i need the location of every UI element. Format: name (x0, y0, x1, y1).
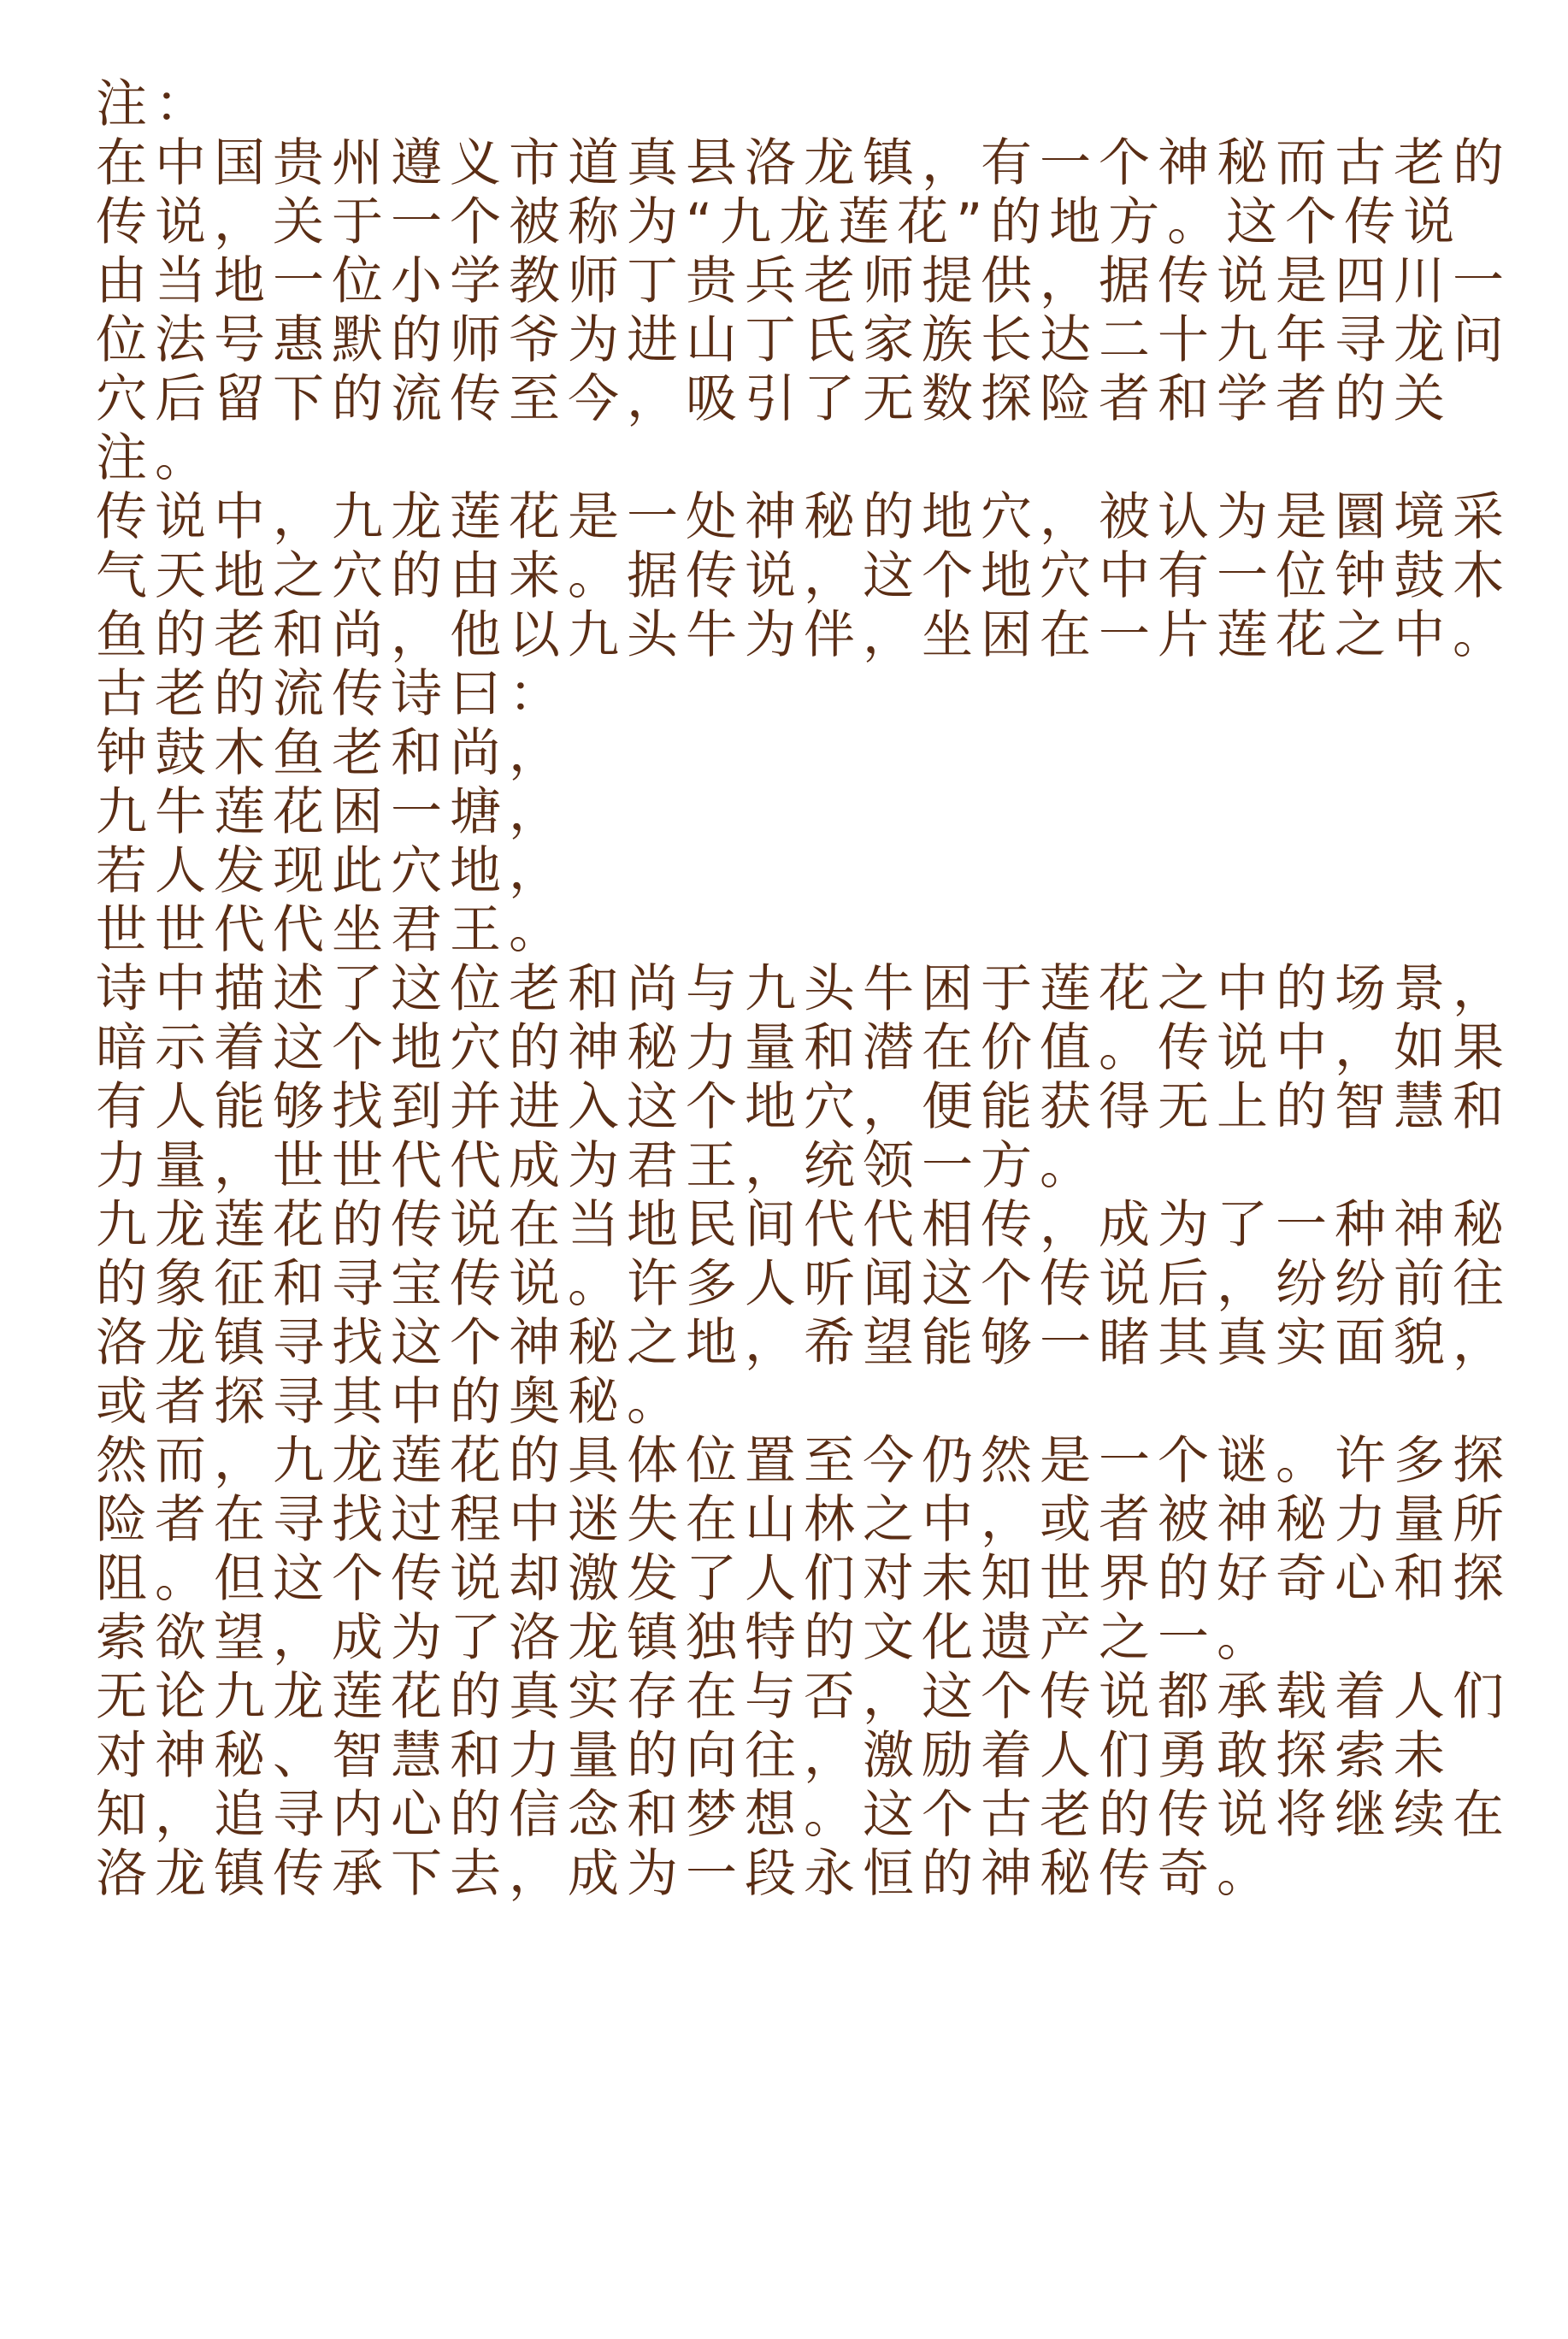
text-line: 位法号惠默的师爷为进山丁氏家族长达二十九年寻龙问 (96, 310, 1512, 370)
document-body (96, 74, 1512, 1904)
text-line: 暗示着这个地穴的神秘力量和潜在价值。传说中，如果 (96, 1018, 1512, 1078)
text-line: 险者在寻找过程中迷失在山林之中，或者被神秘力量所 (96, 1490, 1512, 1550)
text-line: 洛龙镇传承下去，成为一段永恒的神秘传奇。 (96, 1844, 1276, 1904)
text-line: 索欲望，成为了洛龙镇独特的文化遗产之一。 (96, 1608, 1276, 1668)
text-line: 知，追寻内心的信念和梦想。这个古老的传说将继续在 (96, 1785, 1512, 1845)
text-line: 穴后留下的流传至今，吸引了无数探险者和学者的关 (96, 369, 1453, 429)
poem-line: 九牛莲花困一塘， (96, 782, 568, 842)
text-line: 无论九龙莲花的真实存在与否，这个传说都承载着人们 (96, 1667, 1512, 1727)
poem-line: 钟鼓木鱼老和尚， (96, 723, 568, 783)
text-line: 古老的流传诗曰： (96, 664, 568, 724)
text-line: 传说中，九龙莲花是一处神秘的地穴，被认为是圜境采 (96, 487, 1512, 547)
text-line: 有人能够找到并进入这个地穴，便能获得无上的智慧和 (96, 1077, 1512, 1137)
text-line: 的象征和寻宝传说。许多人听闻这个传说后，纷纷前往 (96, 1254, 1512, 1314)
poem-line: 世世代代坐君王。 (96, 900, 568, 960)
text-line: 在中国贵州遵义市道真县洛龙镇，有一个神秘而古老的 (96, 133, 1512, 193)
text-line: 或者探寻其中的奥秘。 (96, 1372, 686, 1432)
text-line: 气天地之穴的由来。据传说，这个地穴中有一位钟鼓木 (96, 546, 1512, 606)
text-line: 由当地一位小学教师丁贵兵老师提供，据传说是四川一 (96, 251, 1512, 311)
text-line: 注。 (96, 428, 214, 488)
text-line: 阻。但这个传说却激发了人们对未知世界的好奇心和探 (96, 1549, 1512, 1609)
text-line: 传说，关于一个被称为“九龙莲花”的地方。这个传说 (96, 192, 1463, 252)
poem-line: 若人发现此穴地， (96, 841, 568, 901)
text-line: 然而，九龙莲花的具体位置至今仍然是一个谜。许多探 (96, 1431, 1512, 1491)
text-line: 洛龙镇寻找这个神秘之地，希望能够一睹其真实面貌， (96, 1313, 1512, 1373)
text-line: 诗中描述了这位老和尚与九头牛困于莲花之中的场景， (96, 959, 1512, 1019)
text-line: 九龙莲花的传说在当地民间代代相传，成为了一种神秘 (96, 1195, 1512, 1255)
text-line: 对神秘、智慧和力量的向往，激励着人们勇敢探索未 (96, 1726, 1453, 1786)
text-line: 力量，世世代代成为君王，统领一方。 (96, 1136, 1099, 1196)
text-line: 鱼的老和尚，他以九头牛为伴，坐困在一片莲花之中。 (96, 605, 1512, 665)
text-line: 注： (96, 74, 214, 134)
